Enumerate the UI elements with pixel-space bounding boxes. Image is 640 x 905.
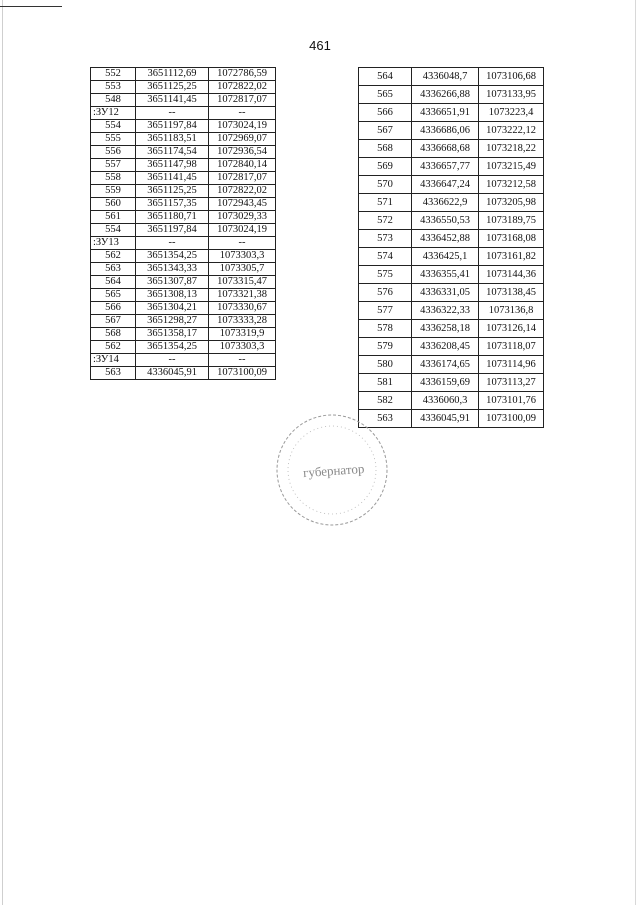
point-number-cell: 571 bbox=[359, 194, 412, 212]
point-number-cell: 554 bbox=[91, 224, 136, 237]
point-number-cell: 575 bbox=[359, 266, 412, 284]
point-number-cell: 568 bbox=[359, 140, 412, 158]
coordinates-table-right bbox=[358, 67, 544, 428]
point-number-cell: 554 bbox=[91, 120, 136, 133]
table-row bbox=[359, 338, 544, 356]
table-row bbox=[359, 248, 544, 266]
y-coordinate-cell: 1073100,09 bbox=[209, 367, 276, 380]
y-coordinate-cell: 1073205,98 bbox=[479, 194, 544, 212]
x-coordinate-cell: 3651354,25 bbox=[136, 250, 209, 263]
x-coordinate-cell: 3651180,71 bbox=[136, 211, 209, 224]
table-row bbox=[359, 176, 544, 194]
y-coordinate-cell: -- bbox=[209, 237, 276, 250]
scan-edge-right bbox=[635, 0, 636, 905]
point-number-cell: 558 bbox=[91, 172, 136, 185]
y-coordinate-cell: 1073315,47 bbox=[209, 276, 276, 289]
y-coordinate-cell: 1073029,33 bbox=[209, 211, 276, 224]
table-row bbox=[91, 263, 276, 276]
x-coordinate-cell: 4336668,68 bbox=[412, 140, 479, 158]
point-number-cell: 567 bbox=[91, 315, 136, 328]
table-row bbox=[359, 374, 544, 392]
y-coordinate-cell: 1073305,7 bbox=[209, 263, 276, 276]
y-coordinate-cell: 1073024,19 bbox=[209, 120, 276, 133]
point-number-cell: 578 bbox=[359, 320, 412, 338]
x-coordinate-cell: 3651174,54 bbox=[136, 146, 209, 159]
y-coordinate-cell: 1073330,67 bbox=[209, 302, 276, 315]
x-coordinate-cell: 3651141,45 bbox=[136, 94, 209, 107]
point-number-cell: 565 bbox=[91, 289, 136, 302]
x-coordinate-cell: -- bbox=[136, 354, 209, 367]
y-coordinate-cell: 1073106,68 bbox=[479, 68, 544, 86]
point-number-cell: 582 bbox=[359, 392, 412, 410]
x-coordinate-cell: 3651141,45 bbox=[136, 172, 209, 185]
y-coordinate-cell: 1073024,19 bbox=[209, 224, 276, 237]
point-number-cell: :ЗУ13 bbox=[91, 237, 136, 250]
coordinates-table-left bbox=[90, 67, 276, 380]
table-row bbox=[91, 289, 276, 302]
y-coordinate-cell: 1072936,54 bbox=[209, 146, 276, 159]
y-coordinate-cell: 1073133,95 bbox=[479, 86, 544, 104]
point-number-cell: 576 bbox=[359, 284, 412, 302]
table-row bbox=[359, 194, 544, 212]
point-number-cell: 577 bbox=[359, 302, 412, 320]
table-row bbox=[91, 341, 276, 354]
x-coordinate-cell: 3651354,25 bbox=[136, 341, 209, 354]
table-row bbox=[359, 356, 544, 374]
x-coordinate-cell: 3651147,98 bbox=[136, 159, 209, 172]
table-row bbox=[91, 198, 276, 211]
table-row bbox=[91, 81, 276, 94]
point-number-cell: 561 bbox=[91, 211, 136, 224]
point-number-cell: 556 bbox=[91, 146, 136, 159]
y-coordinate-cell: 1073223,4 bbox=[479, 104, 544, 122]
point-number-cell: 567 bbox=[359, 122, 412, 140]
table-row bbox=[359, 140, 544, 158]
point-number-cell: 580 bbox=[359, 356, 412, 374]
x-coordinate-cell: 4336045,91 bbox=[412, 410, 479, 428]
y-coordinate-cell: 1073114,96 bbox=[479, 356, 544, 374]
table-row bbox=[91, 185, 276, 198]
y-coordinate-cell: 1072822,02 bbox=[209, 185, 276, 198]
point-number-cell: 579 bbox=[359, 338, 412, 356]
y-coordinate-cell: 1073126,14 bbox=[479, 320, 544, 338]
table-row bbox=[91, 276, 276, 289]
y-coordinate-cell: 1073168,08 bbox=[479, 230, 544, 248]
table-row bbox=[91, 315, 276, 328]
y-coordinate-cell: 1073113,27 bbox=[479, 374, 544, 392]
point-number-cell: 565 bbox=[359, 86, 412, 104]
point-number-cell: 560 bbox=[91, 198, 136, 211]
x-coordinate-cell: 4336045,91 bbox=[136, 367, 209, 380]
x-coordinate-cell: 3651112,69 bbox=[136, 68, 209, 81]
point-number-cell: 553 bbox=[91, 81, 136, 94]
table-row bbox=[91, 68, 276, 81]
table-row bbox=[91, 328, 276, 341]
x-coordinate-cell: 4336452,88 bbox=[412, 230, 479, 248]
table-row bbox=[91, 146, 276, 159]
point-number-cell: 559 bbox=[91, 185, 136, 198]
table-row bbox=[359, 68, 544, 86]
x-coordinate-cell: 4336686,06 bbox=[412, 122, 479, 140]
x-coordinate-cell: 4336331,05 bbox=[412, 284, 479, 302]
y-coordinate-cell: 1072969,07 bbox=[209, 133, 276, 146]
table-row bbox=[359, 230, 544, 248]
y-coordinate-cell: 1073189,75 bbox=[479, 212, 544, 230]
x-coordinate-cell: 3651125,25 bbox=[136, 185, 209, 198]
table-row bbox=[91, 159, 276, 172]
y-coordinate-cell: 1073321,38 bbox=[209, 289, 276, 302]
table-row bbox=[91, 94, 276, 107]
table-row bbox=[91, 211, 276, 224]
x-coordinate-cell: 3651197,84 bbox=[136, 224, 209, 237]
y-coordinate-cell: 1073333,28 bbox=[209, 315, 276, 328]
point-number-cell: 574 bbox=[359, 248, 412, 266]
y-coordinate-cell: 1073218,22 bbox=[479, 140, 544, 158]
point-number-cell: 548 bbox=[91, 94, 136, 107]
table-row bbox=[359, 266, 544, 284]
x-coordinate-cell: 4336355,41 bbox=[412, 266, 479, 284]
table-row bbox=[91, 354, 276, 367]
y-coordinate-cell: 1073118,07 bbox=[479, 338, 544, 356]
x-coordinate-cell: 4336159,69 bbox=[412, 374, 479, 392]
y-coordinate-cell: -- bbox=[209, 354, 276, 367]
x-coordinate-cell: 3651307,87 bbox=[136, 276, 209, 289]
y-coordinate-cell: 1073100,09 bbox=[479, 410, 544, 428]
y-coordinate-cell: 1073161,82 bbox=[479, 248, 544, 266]
table-row bbox=[359, 320, 544, 338]
x-coordinate-cell: 4336266,88 bbox=[412, 86, 479, 104]
y-coordinate-cell: 1073101,76 bbox=[479, 392, 544, 410]
point-number-cell: 564 bbox=[359, 68, 412, 86]
table-row bbox=[359, 104, 544, 122]
x-coordinate-cell: 3651343,33 bbox=[136, 263, 209, 276]
x-coordinate-cell: 4336657,77 bbox=[412, 158, 479, 176]
point-number-cell: :ЗУ12 bbox=[91, 107, 136, 120]
table-row bbox=[91, 133, 276, 146]
table-row bbox=[359, 212, 544, 230]
x-coordinate-cell: 4336174,65 bbox=[412, 356, 479, 374]
y-coordinate-cell: 1072943,45 bbox=[209, 198, 276, 211]
y-coordinate-cell: 1072786,59 bbox=[209, 68, 276, 81]
x-coordinate-cell: 4336651,91 bbox=[412, 104, 479, 122]
table-row bbox=[91, 237, 276, 250]
x-coordinate-cell: 4336322,33 bbox=[412, 302, 479, 320]
table-row bbox=[91, 120, 276, 133]
x-coordinate-cell: 4336258,18 bbox=[412, 320, 479, 338]
x-coordinate-cell: 4336622,9 bbox=[412, 194, 479, 212]
y-coordinate-cell: 1073136,8 bbox=[479, 302, 544, 320]
point-number-cell: 563 bbox=[91, 367, 136, 380]
point-number-cell: 572 bbox=[359, 212, 412, 230]
point-number-cell: 566 bbox=[359, 104, 412, 122]
table-row bbox=[91, 367, 276, 380]
x-coordinate-cell: 4336425,1 bbox=[412, 248, 479, 266]
stamp-text: губернатор bbox=[302, 460, 365, 481]
point-number-cell: 569 bbox=[359, 158, 412, 176]
y-coordinate-cell: 1073303,3 bbox=[209, 250, 276, 263]
point-number-cell: 563 bbox=[359, 410, 412, 428]
table-row bbox=[91, 250, 276, 263]
x-coordinate-cell: -- bbox=[136, 237, 209, 250]
x-coordinate-cell: 4336647,24 bbox=[412, 176, 479, 194]
point-number-cell: 563 bbox=[91, 263, 136, 276]
x-coordinate-cell: 4336048,7 bbox=[412, 68, 479, 86]
x-coordinate-cell: 4336060,3 bbox=[412, 392, 479, 410]
table-row bbox=[359, 302, 544, 320]
scan-edge-left bbox=[2, 0, 3, 905]
x-coordinate-cell: -- bbox=[136, 107, 209, 120]
y-coordinate-cell: 1072817,07 bbox=[209, 172, 276, 185]
coordinates-table-left-body bbox=[91, 68, 276, 380]
coordinates-table-right-body bbox=[359, 68, 544, 428]
point-number-cell: 557 bbox=[91, 159, 136, 172]
point-number-cell: 564 bbox=[91, 276, 136, 289]
y-coordinate-cell: 1073303,3 bbox=[209, 341, 276, 354]
y-coordinate-cell: 1072840,14 bbox=[209, 159, 276, 172]
point-number-cell: 568 bbox=[91, 328, 136, 341]
x-coordinate-cell: 3651358,17 bbox=[136, 328, 209, 341]
table-row bbox=[91, 172, 276, 185]
point-number-cell: 562 bbox=[91, 250, 136, 263]
point-number-cell: :ЗУ14 bbox=[91, 354, 136, 367]
table-row bbox=[359, 86, 544, 104]
y-coordinate-cell: -- bbox=[209, 107, 276, 120]
point-number-cell: 573 bbox=[359, 230, 412, 248]
y-coordinate-cell: 1073319,9 bbox=[209, 328, 276, 341]
x-coordinate-cell: 3651157,35 bbox=[136, 198, 209, 211]
header-rule bbox=[0, 6, 62, 7]
point-number-cell: 581 bbox=[359, 374, 412, 392]
y-coordinate-cell: 1073212,58 bbox=[479, 176, 544, 194]
y-coordinate-cell: 1072822,02 bbox=[209, 81, 276, 94]
point-number-cell: 552 bbox=[91, 68, 136, 81]
table-row bbox=[359, 158, 544, 176]
point-number-cell: 555 bbox=[91, 133, 136, 146]
page-number: 461 bbox=[309, 38, 331, 53]
table-row bbox=[91, 107, 276, 120]
x-coordinate-cell: 3651298,27 bbox=[136, 315, 209, 328]
point-number-cell: 562 bbox=[91, 341, 136, 354]
table-row bbox=[91, 224, 276, 237]
x-coordinate-cell: 3651308,13 bbox=[136, 289, 209, 302]
x-coordinate-cell: 3651304,21 bbox=[136, 302, 209, 315]
x-coordinate-cell: 4336550,53 bbox=[412, 212, 479, 230]
x-coordinate-cell: 3651197,84 bbox=[136, 120, 209, 133]
point-number-cell: 570 bbox=[359, 176, 412, 194]
point-number-cell: 566 bbox=[91, 302, 136, 315]
y-coordinate-cell: 1073138,45 bbox=[479, 284, 544, 302]
governor-stamp bbox=[262, 400, 402, 540]
table-row bbox=[359, 284, 544, 302]
x-coordinate-cell: 3651183,51 bbox=[136, 133, 209, 146]
x-coordinate-cell: 4336208,45 bbox=[412, 338, 479, 356]
y-coordinate-cell: 1073215,49 bbox=[479, 158, 544, 176]
y-coordinate-cell: 1073144,36 bbox=[479, 266, 544, 284]
x-coordinate-cell: 3651125,25 bbox=[136, 81, 209, 94]
y-coordinate-cell: 1073222,12 bbox=[479, 122, 544, 140]
table-row bbox=[359, 122, 544, 140]
table-row bbox=[91, 302, 276, 315]
y-coordinate-cell: 1072817,07 bbox=[209, 94, 276, 107]
